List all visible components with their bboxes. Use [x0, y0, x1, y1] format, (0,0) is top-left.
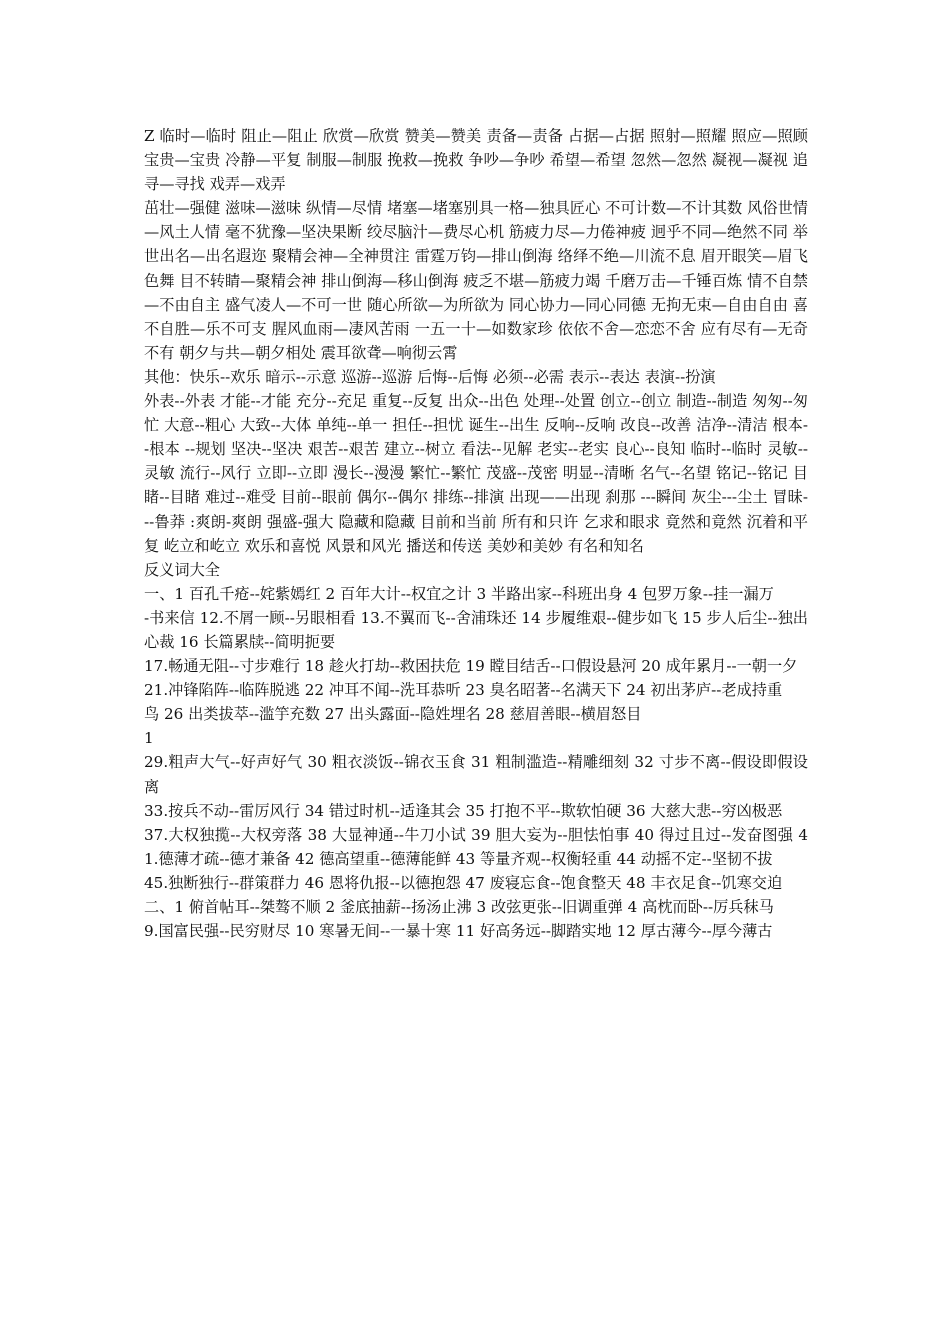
- antonym-section-two-line: 二、1 俯首帖耳--桀骜不顺 2 釜底抽薪--扬汤止沸 3 改弦更张--旧调重弹 4 高枕而卧--厉兵秣马: [144, 898, 774, 916]
- antonym-heading: 反义词大全: [144, 560, 220, 579]
- antonym-line-26-28: 鸟 26 出类拔萃--滥竽充数 27 出头露面--隐姓埋名 28 慈眉善眼--横眉怒目: [144, 705, 642, 724]
- synonym-paragraph-z: Z 临时—临时 阻止—阻止 欣赏—欣赏 赞美—赞美 责备—责备 占据—占据 照射—照耀 照应—照顾 宝贵—宝贵 冷静—平复 制服—制服 挽救—挽救 争吵—争吵 希望—希望 忽然—忽然 凝视—凝视 追寻—寻找 戏弄—戏弄: [144, 127, 808, 194]
- antonym-line-9-12: 9.国富民强--民穷财尽 10 寒暑无间--一暴十寒 11 好高务远--脚踏实地 12 厚古薄今--厚今薄古: [144, 922, 773, 941]
- antonym-line-29-32: 29.粗声大气--好声好气 30 粗衣淡饭--锦衣玉食 31 粗制滥造--精雕细刻 32 寸步不离--假设即假设离: [144, 753, 808, 796]
- antonym-line-21-24: 21.冲锋陷阵--临阵脱逃 22 冲耳不闻--洗耳恭听 23 臭名昭著--名满天下 24 初出茅庐--老成持重: [144, 681, 783, 700]
- document-body: [144, 124, 808, 943]
- antonym-line-12-16: -书来信 12.不屑一顾--另眼相看 13.不翼而飞--舍浦珠还 14 步履维艰--健步如飞 15 步人后尘--独出心裁 16 长篇累牍--简明扼要: [144, 608, 808, 651]
- antonym-line-17-20: 17.畅通无阻--寸步难行 18 趁火打劫--救困扶危 19 瞠目结舌--口假设悬河 20 成年累月--一朝一夕: [144, 657, 798, 676]
- antonym-line-45-48: 45.独断独行--群策群力 46 恩将仇报--以德抱怨 47 废寝忘食--饱食整天 48 丰衣足食--饥寒交迫: [144, 873, 783, 892]
- synonym-list-paragraph: 外表--外表 才能--才能 充分--充足 重复--反复 出众--出色 处理--处置 创立--创立 制造--制造 匆匆--匆忙 大意--粗心 大致--大体 单纯--单一 担任--担忧 诞生--出生 反响--反响 改良--改善 洁净--清洁 根本--根本 --规划 坚决--坚决 艰苦--艰苦 建立--树立 看法--见解 老实--老实 良心--良知 临时--临时 灵敏--灵敏 流行--风行 立即--立即 漫长--漫漫 繁忙--繁忙 茂盛--茂密 明显--清晰 名气--名望 铭记--铭记 目睹--目睹 难过--难受 目前--眼前 偶尔--偶尔 排练--排演 出现——出现 刹那 ---瞬间 灰尘---尘土 冒昧---鲁莽 :爽朗-爽朗 强盛-强大 隐藏和隐藏 目前和当前 所有和只许 乞求和眼求 竟然和竟然 沉着和平复 屹立和屹立 欢乐和喜悦 风景和风光 播送和传送 美妙和美妙 有名和知名: [144, 392, 808, 555]
- synonym-idiom-paragraph: 茁壮—强健 滋味—滋味 纵情—尽情 堵塞—堵塞别具一格—独具匠心 不可计数—不计其数 风俗世情—风土人情 毫不犹豫—坚决果断 绞尽脑汁—费尽心机 筋疲力尽—力倦神疲 迥乎不同—绝然不同 举世出名—出名遐迩 聚精会神—全神贯注 雷霆万钧—排山倒海 络绎不绝—川流不息 眉开眼笑—眉飞色舞 目不转睛—聚精会神 排山倒海—移山倒海 疲乏不堪—筋疲力竭 千磨万击—千锤百炼 情不自禁—不由自主 盛气凌人—不可一世 随心所欲—为所欲为 同心协力—同心同德 无拘无束—自由自由 喜不自胜—乐不可支 腥风血雨—凄风苦雨 一五一十—如数家珍 依依不舍—恋恋不舍 应有尽有—无奇不有 朝夕与共—朝夕相处 震耳欲聋—响彻云霄: [144, 199, 808, 362]
- other-synonyms-paragraph: 其他：快乐--欢乐 暗示--示意 巡游--巡游 后悔--后悔 必须--必需 表示--表达 表演--扮演: [144, 367, 716, 386]
- page-number: 1: [144, 729, 154, 748]
- antonym-line-37-44: 37.大权独揽--大权旁落 38 大显神通--牛刀小试 39 胆大妄为--胆怯怕事 40 得过且过--发奋图强 41.德薄才疏--德才兼备 42 德高望重--德薄能鲜 43 等量齐观--权衡轻重 44 动摇不定--坚韧不拔: [144, 825, 808, 868]
- antonym-line-33-36: 33.按兵不动--雷厉风行 34 错过时机--适逢其会 35 打抱不平--欺软怕硬 36 大慈大悲--穷凶极恶: [144, 801, 783, 820]
- antonym-section-one-line: 一、1 百孔千疮--姹紫嫣红 2 百年大计--权宜之计 3 半路出家--科班出身 4 包罗万象--挂一漏万: [144, 584, 774, 603]
